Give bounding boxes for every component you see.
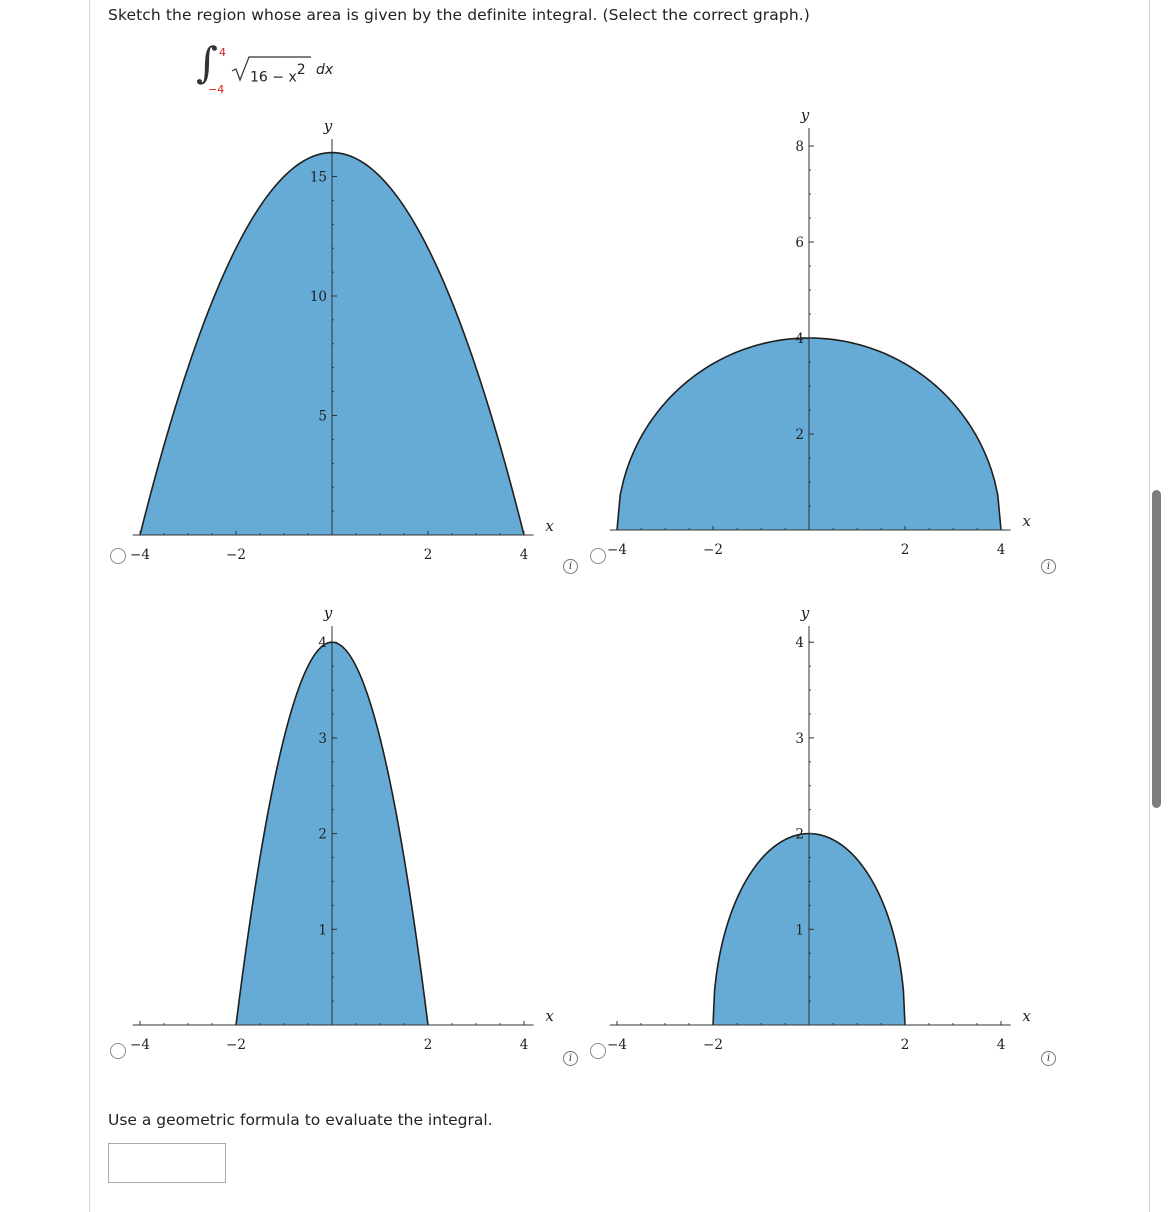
y-axis-label: y [323, 117, 333, 135]
y-tick-label: 15 [309, 169, 327, 186]
y-tick-label: 2 [795, 427, 804, 443]
option-b-info-icon[interactable]: i [1041, 559, 1056, 574]
y-tick-label: 3 [318, 730, 327, 747]
y-tick-label: 10 [309, 289, 327, 305]
integral-expression [196, 38, 376, 100]
x-tick-label: 4 [996, 1037, 1006, 1053]
x-tick-label: −2 [703, 542, 723, 558]
y-tick-label: 2 [318, 826, 327, 843]
x-tick-label: −2 [226, 1037, 246, 1053]
option-d-radio[interactable] [590, 1043, 606, 1059]
option-a-radio[interactable] [110, 548, 126, 564]
option-b-graph [605, 106, 1035, 570]
y-tick-label: 4 [318, 635, 327, 652]
x-tick-label: 4 [519, 1037, 529, 1053]
option-d-graph [605, 600, 1035, 1060]
option-b-radio[interactable] [590, 548, 606, 564]
y-tick-label: 2 [795, 826, 804, 843]
y-tick-label: 8 [795, 139, 804, 155]
x-tick-label: 2 [423, 547, 433, 563]
option-c-graph [125, 600, 555, 1060]
y-tick-label: 1 [318, 922, 327, 939]
integral-lower-limit: −4 [208, 83, 225, 96]
integral-sign: ∫ [196, 38, 218, 87]
instruction-text: Use a geometric formula to evaluate the integral. [108, 1111, 493, 1129]
y-axis-label: y [323, 604, 333, 622]
y-axis-label: y [800, 604, 810, 622]
x-tick-label: −4 [607, 542, 627, 558]
x-axis-label: x [1022, 512, 1031, 530]
question-text: Sketch the region whose area is given by the definite integral. (Select the correct graph.) [108, 6, 810, 24]
integrand-exponent: 2 [296, 62, 306, 78]
x-tick-label: 4 [519, 547, 529, 563]
option-d-info-icon[interactable]: i [1041, 1051, 1056, 1066]
content-frame-left-border [89, 0, 90, 1212]
option-c-radio[interactable] [110, 1043, 126, 1059]
x-axis-label: x [1022, 1007, 1031, 1025]
x-tick-label: −4 [130, 1037, 150, 1053]
y-tick-label: 4 [795, 331, 804, 347]
answer-input[interactable] [108, 1143, 226, 1183]
y-tick-label: 3 [795, 730, 804, 747]
x-axis-label: x [545, 1007, 554, 1025]
integrand [250, 64, 306, 86]
integrand-base: 16 − x [250, 69, 297, 86]
x-tick-label: 2 [423, 1037, 433, 1053]
integral-upper-limit: 4 [219, 46, 226, 59]
x-tick-label: 2 [900, 1037, 910, 1053]
y-tick-label: 4 [795, 635, 804, 652]
integral-differential: dx [316, 62, 334, 78]
scrollbar-thumb[interactable] [1152, 490, 1161, 808]
x-tick-label: −2 [226, 547, 246, 563]
content-frame-right-border [1149, 0, 1150, 1212]
x-tick-label: 2 [900, 542, 910, 558]
y-axis-label: y [800, 106, 810, 124]
option-a-info-icon[interactable]: i [563, 559, 578, 574]
y-tick-label: 6 [795, 235, 804, 251]
option-c-info-icon[interactable]: i [563, 1051, 578, 1066]
option-a-graph [125, 110, 555, 570]
x-tick-label: 4 [996, 542, 1006, 558]
y-tick-label: 1 [795, 922, 804, 939]
y-tick-label: 5 [318, 408, 327, 425]
x-tick-label: −2 [703, 1037, 723, 1053]
x-axis-label: x [545, 517, 554, 535]
x-tick-label: −4 [130, 547, 150, 563]
x-tick-label: −4 [607, 1037, 627, 1053]
